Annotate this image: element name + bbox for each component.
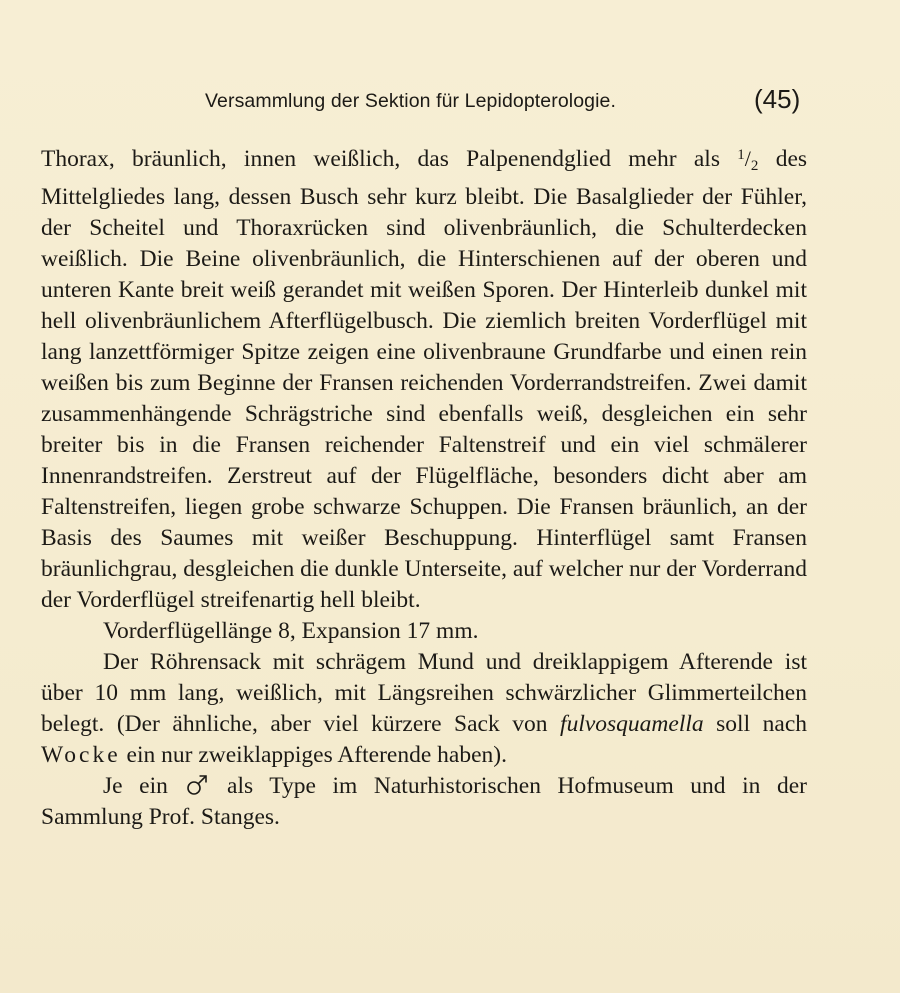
species-name: fulvosquamella (560, 711, 704, 737)
paragraph-text: ein nur zweiklappiges Afterende haben). (120, 742, 507, 768)
fraction-half (737, 146, 758, 172)
paragraph-text: Der Röhrensack mit schrägem Mund und dreiklappigem Afterende ist über 10 mm lang, weißlich, mit Längsreihen schwärzlicher Glimmerteilchen belegt. (Der ähnliche, aber viel kürzere Sack von (41, 649, 807, 737)
male-symbol-icon (186, 774, 208, 796)
paragraph-text: soll nach (703, 711, 807, 737)
body-text (41, 140, 807, 833)
paragraph-description (41, 140, 807, 616)
paragraph-text: Je ein (103, 773, 185, 799)
fraction-numerator: 1 (737, 147, 745, 163)
page-number: (45) (754, 84, 801, 114)
paragraph-text: Thorax, bräunlich, innen weißlich, das Palpenendglied mehr als (41, 146, 720, 172)
paragraph-text: Vorderflügellänge 8, Expansion 17 mm. (103, 618, 479, 644)
paragraph-measurements (41, 616, 807, 647)
paragraph-type-location (41, 771, 807, 833)
paragraph-case (41, 647, 807, 771)
fraction-denominator: 2 (750, 158, 759, 174)
fraction-slash: / (744, 146, 751, 171)
page-header (0, 84, 900, 118)
author-name: Wocke (41, 742, 121, 768)
running-head: Versammlung der Sektion für Lepidopterologie. (205, 90, 616, 112)
paragraph-text: als Type im Naturhistorischen Hofmuseum und in der Sammlung Prof. Stanges. (41, 773, 807, 830)
paragraph-text: des Mittelgliedes lang, dessen Busch sehr kurz bleibt. Die Basalglieder der Fühler, der Scheitel und Thoraxrücken sind olivenbräunlich, die Schulterdecken weißlich. Die Beine olivenbräunlich, die Hinterschienen auf der oberen und unteren Kante breit weiß gerandet mit weißen Sporen. Der Hinterleib dunkel mit hell olivenbräunlichem Afterflügelbusch. Die ziemlich breiten Vorderflügel mit lang lanzettförmiger Spitze zeigen eine olivenbraune Grundfarbe und einen rein weißen bis zum Beginne der Fransen reichenden Vorderrandstreifen. Zwei damit zusammenhängende Schrägstriche sind ebenfalls weiß, desgleichen ein sehr breiter bis in die Fransen reichender Faltenstreif und ein viel schmälerer Innenrandstreifen. Zerstreut auf der Flügelfläche, besonders dicht aber am Faltenstreifen, liegen grobe schwarze Schuppen. Die Fransen bräunlich, an der Basis des Saumes mit weißer Beschuppung. Hinterflügel samt Fransen bräunlichgrau, desgleichen die dunkle Unterseite, auf welcher nur der Vorderrand der Vorderflügel streifenartig hell bleibt. (41, 146, 808, 613)
